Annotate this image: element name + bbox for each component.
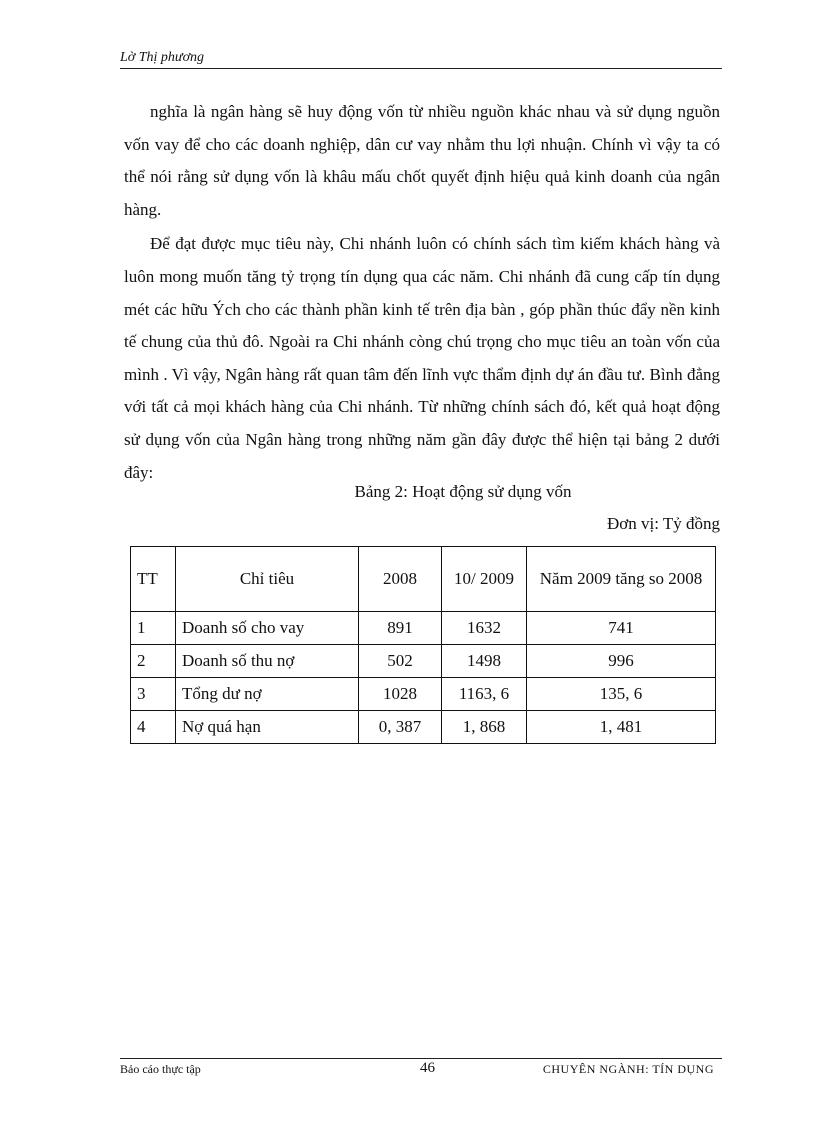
page-footer	[120, 1058, 722, 1079]
table-row	[131, 612, 716, 645]
data-table	[130, 546, 716, 744]
header-author: Lờ Thị phương	[120, 50, 205, 65]
cell-name: Nợ quá hạn	[176, 711, 359, 744]
cell-name: Tổng dư nợ	[176, 678, 359, 711]
cell-2008: 891	[359, 612, 442, 645]
cell-increase: 996	[527, 645, 716, 678]
table-row	[131, 645, 716, 678]
paragraph-1: nghĩa là ngân hàng sẽ huy động vốn từ nhiều nguồn khác nhau và sử dụng nguồn vốn vay để cho các doanh nghiệp, dân cư vay nhằm thu lợi nhuận. Chính vì vậy ta có thể nói rằng sử dụng vốn là khâu mấu chốt quyết định hiệu quả kinh doanh của ngân hàng.	[124, 102, 720, 219]
table-header-row	[131, 547, 716, 612]
cell-tt: 4	[131, 711, 176, 744]
cell-increase: 741	[527, 612, 716, 645]
header-name: Chỉ tiêu	[176, 547, 359, 612]
paragraph-2: Để đạt được mục tiêu này, Chi nhánh luôn có chính sách tìm kiếm khách hàng và luôn mong muốn tăng tỷ trọng tín dụng qua các năm. Chi nhánh đã cung cấp tín dụng mét các hữu Ých cho các thành phần kinh tế trên địa bàn , góp phần thúc đẩy nền kinh tế chung của thủ đô. Ngoài ra Chi nhánh còng chú trọng cho mục tiêu an toàn vốn của mình . Vì vậy, Ngân hàng rất quan tâm đến lĩnh vực thẩm định dự án đầu tư. Bình đẳng với tất cả mọi khách hàng của Chi nhánh. Từ những chính sách đó, kết quả hoạt động sử dụng vốn của Ngân hàng trong những năm gần đây được thể hiện tại bảng 2 dưới đây:	[124, 234, 720, 482]
footer-report-label: Bảo cáo thực tập	[120, 1062, 201, 1076]
cell-tt: 2	[131, 645, 176, 678]
header-tt: TT	[131, 547, 176, 612]
cell-increase: 135, 6	[527, 678, 716, 711]
page-header	[120, 50, 722, 69]
cell-tt: 3	[131, 678, 176, 711]
cell-2008: 0, 387	[359, 711, 442, 744]
page-number: 46	[420, 1060, 435, 1076]
table-row	[131, 678, 716, 711]
footer-major-label: CHUYÊN NGÀNH: TÍN DỤNG	[542, 1062, 714, 1076]
table-caption: Bảng 2: Hoạt động sử dụng vốn	[354, 482, 572, 501]
header-2008: 2008	[359, 547, 442, 612]
table-unit: Đơn vị: Tỷ đồng	[606, 514, 720, 533]
cell-2009: 1498	[442, 645, 527, 678]
cell-tt: 1	[131, 612, 176, 645]
header-2009: 10/ 2009	[442, 547, 527, 612]
cell-2009: 1632	[442, 612, 527, 645]
header-increase: Năm 2009 tăng so 2008	[527, 547, 716, 612]
cell-2009: 1163, 6	[442, 678, 527, 711]
cell-2008: 502	[359, 645, 442, 678]
cell-2009: 1, 868	[442, 711, 527, 744]
cell-increase: 1, 481	[527, 711, 716, 744]
cell-name: Doanh số thu nợ	[176, 645, 359, 678]
cell-2008: 1028	[359, 678, 442, 711]
body-text	[124, 96, 720, 489]
table-row	[131, 711, 716, 744]
cell-name: Doanh số cho vay	[176, 612, 359, 645]
